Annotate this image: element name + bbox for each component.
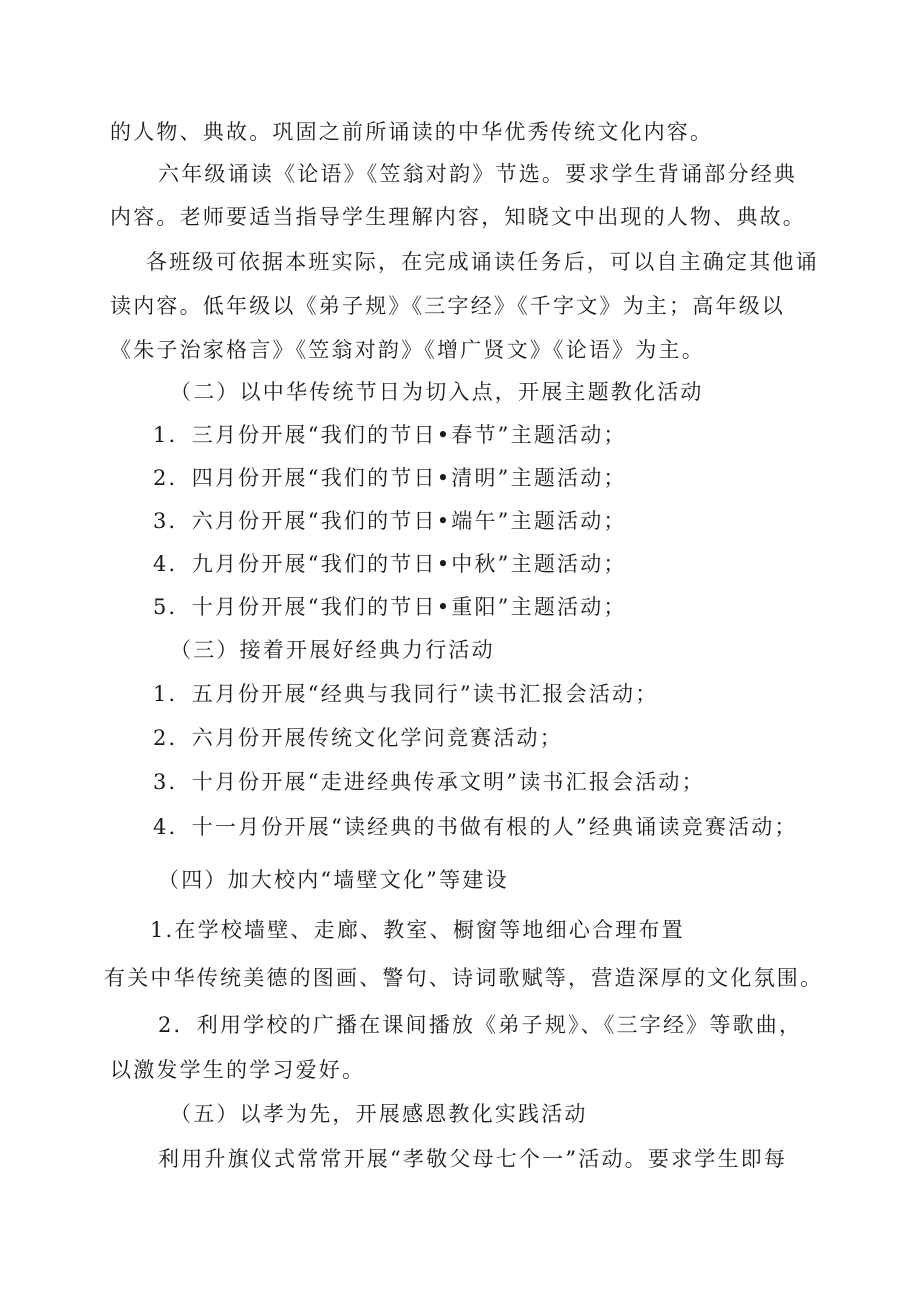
text-line: 读内容。低年级以《弟子规》《三字经》《千字文》为主；高年级以 [110,294,785,318]
list-item: 1．五月份开展“经典与我同行”读书汇报会活动； [153,682,659,706]
list-item: 2．四月份开展“我们的节日•清明”主题活动； [153,466,627,490]
text-line: 六年级诵读《论语》《笠翁对韵》节选。要求学生背诵部分经典 [158,162,798,186]
text-line: 有关中华传统美德的图画、警句、诗词歌赋等，营造深厚的文化氛围。 [104,966,824,990]
list-item: 2．利用学校的广播在课间播放《弟子规》、《三字经》等歌曲， [158,1013,803,1037]
section-heading: （三）接着开展好经典力行活动 [170,638,495,662]
list-item: 4．九月份开展“我们的节日•中秋”主题活动； [153,552,627,576]
list-item: 5．十月份开展“我们的节日•重阳”主题活动； [153,595,627,619]
list-item: 4．十一月份开展“读经典的书做有根的人”经典诵读竞赛活动； [153,815,798,839]
list-item: 2．六月份开展传统文化学问竞赛活动； [153,726,563,750]
list-item: 3．六月份开展“我们的节日•端午”主题活动； [153,509,627,533]
text-line: 各班级可依据本班实际，在完成诵读任务后，可以自主确定其他诵 [146,250,819,274]
list-item: 1．三月份开展“我们的节日•春节”主题活动； [153,423,627,447]
section-heading: （五）以孝为先，开展感恩教化实践活动 [170,1102,588,1126]
list-item: 1.在学校墙壁、走廊、教室、橱窗等地细心合理布置 [150,918,685,942]
section-heading: （四）加大校内“墙壁文化”等建设 [158,868,509,892]
text-line: 利用升旗仪式常常开展“孝敬父母七个一”活动。要求学生即每 [158,1147,788,1171]
text-line: 以激发学生的学习爱好。 [110,1058,366,1082]
list-item: 3．十月份开展“走进经典传承文明”读书汇报会活动； [153,770,705,794]
text-line: 内容。老师要适当指导学生理解内容，知晓文中出现的人物、典故。 [110,205,806,229]
section-heading: （二）以中华传统节日为切入点，开展主题教化活动 [170,380,704,404]
text-line: 的人物、典故。巩固之前所诵读的中华优秀传统文化内容。 [110,120,714,144]
text-line: 《朱子治家格言》《笠翁对韵》《增广贤文》《论语》为主。 [110,338,705,362]
